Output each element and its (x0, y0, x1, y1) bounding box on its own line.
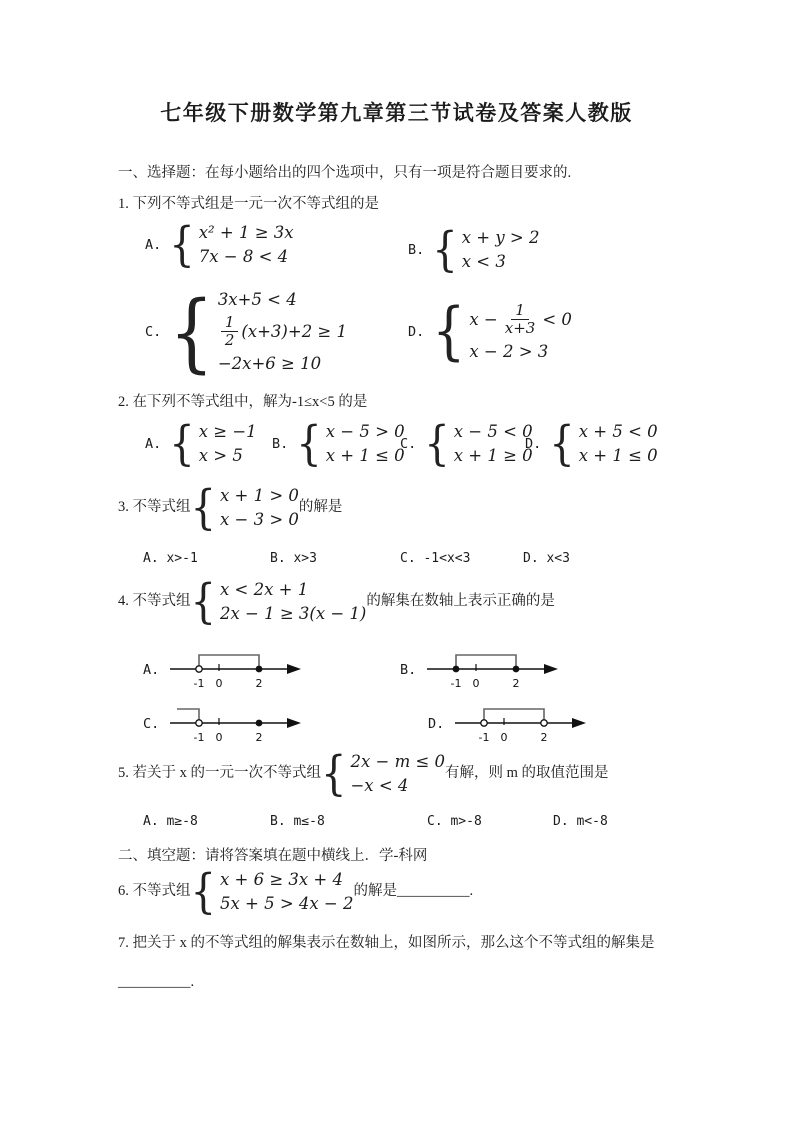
math-line: x − 5 < 0 (453, 422, 533, 441)
q4-stem-post: 的解集在数轴上表示正确的是 (366, 593, 555, 610)
left-brace-glyph: { (321, 746, 347, 802)
q2-option-b-system (296, 416, 405, 472)
q1-option-a-system (169, 217, 294, 273)
q5-stem-pre: 5. 若关于 x 的一元一次不等式组 (118, 765, 321, 782)
numberline-a (167, 648, 303, 692)
q1-option-a-label: A. (145, 237, 162, 253)
tick-label: -1 (193, 731, 205, 744)
q4-axis-c (143, 702, 303, 746)
q2-option-b (272, 416, 405, 472)
q7-text: 7. 把关于 x 的不等式组的解集表示在数轴上，如图所示，那么这个不等式组的解集是 (118, 935, 655, 951)
q6-stem-post: 的解是 (353, 883, 397, 900)
q2-option-b-label: B. (272, 436, 289, 452)
section-1-heading: 一、选择题：在每小题给出的四个选项中，只有一项是符合题目要求的. (118, 165, 572, 181)
fraction-numerator: 1 (511, 302, 529, 320)
q4-system (190, 574, 367, 630)
math-line: (x+3)+2 ≥ 1 (241, 321, 347, 341)
tick-label: 2 (512, 677, 520, 690)
tick-label: 0 (215, 731, 223, 744)
q2-option-d-system (549, 416, 658, 472)
left-brace-glyph: { (296, 416, 322, 472)
q4-axis-b-label: B. (400, 662, 417, 678)
q7-answer-blank: __________. (118, 974, 195, 990)
left-brace-glyph: { (432, 295, 466, 368)
q1-stem: 1. 下列不等式组是一元一次不等式组的是 (118, 196, 379, 212)
left-brace-glyph: { (190, 864, 216, 920)
tick-label: -1 (450, 677, 462, 690)
q3-stem-pre: 3. 不等式组 (118, 499, 191, 516)
q1-option-c-system (169, 281, 347, 382)
numberline-b (424, 648, 560, 692)
q4-axis-b (400, 648, 560, 692)
math-line: 2x − 1 ≥ 3(x − 1) (219, 604, 367, 623)
q1-option-c-label: C. (145, 323, 162, 340)
tick-label: 0 (472, 677, 480, 690)
tick-label: 0 (500, 731, 508, 744)
q5-option-d: D. m<-8 (553, 814, 608, 829)
fraction-denominator: 2 (224, 331, 235, 350)
q1-option-b-system (432, 222, 540, 278)
q1-option-b (408, 222, 540, 278)
fraction (501, 302, 540, 338)
math-line: x + 1 ≥ 0 (453, 446, 533, 465)
fraction (221, 314, 239, 350)
math-line: < 0 (542, 309, 572, 329)
q6-stem-pre: 6. 不等式组 (118, 883, 191, 900)
math-line: 7x − 8 < 4 (198, 247, 289, 266)
math-line: x − (469, 309, 498, 329)
left-brace-glyph: { (190, 480, 216, 536)
q3-option-b: B. x>3 (270, 551, 317, 566)
math-line: −x < 4 (350, 776, 409, 795)
q2-option-a-system (169, 416, 257, 472)
q4-stem (118, 574, 555, 630)
math-line-fraction (469, 300, 572, 340)
q6-stem (118, 864, 474, 920)
tick-label: 2 (255, 731, 263, 744)
q5-stem-post: 有解，则 m 的取值范围是 (445, 765, 609, 782)
math-line: 3x+5 < 4 (217, 290, 297, 309)
math-line: x − 3 > 0 (219, 510, 299, 529)
q4-axis-d-label: D. (428, 716, 445, 732)
q4-axis-d (428, 702, 588, 746)
q3-option-a: A. x>-1 (143, 551, 198, 566)
q3-option-c: C. -1<x<3 (400, 551, 471, 566)
left-brace-glyph: { (169, 217, 195, 273)
tick-label: 2 (540, 731, 548, 744)
left-brace-glyph: { (169, 416, 195, 472)
q2-option-a-label: A. (145, 436, 162, 452)
math-line-fraction (218, 312, 347, 352)
q3-option-d: D. x<3 (523, 551, 570, 566)
math-line: −2x+6 ≥ 10 (217, 353, 322, 373)
q1-option-c (145, 281, 347, 382)
q1-option-d-system (432, 295, 572, 368)
numberline-c (167, 702, 303, 746)
q5-option-a: A. m≥-8 (143, 814, 198, 829)
q5-stem (118, 746, 609, 802)
fraction-denominator: x+3 (504, 319, 536, 338)
q3-stem-post: 的解是 (298, 499, 343, 516)
q3-stem (118, 480, 343, 536)
q1-option-d-label: D. (408, 323, 425, 340)
q5-system (321, 746, 446, 802)
q1-option-a (145, 217, 294, 273)
math-line: x + 1 ≤ 0 (578, 446, 658, 465)
q3-system (190, 480, 299, 536)
q6-system (190, 864, 354, 920)
q4-axis-c-label: C. (143, 716, 160, 732)
math-line: x + 1 > 0 (219, 486, 299, 505)
tick-label: -1 (478, 731, 490, 744)
q5-option-c: C. m>-8 (427, 814, 482, 829)
tick-label: 0 (215, 677, 223, 690)
math-line: x ≥ −1 (198, 422, 257, 441)
math-line: x + 5 < 0 (578, 422, 658, 441)
fraction-numerator: 1 (221, 314, 239, 332)
left-brace-glyph: { (424, 416, 450, 472)
q4-axis-a-label: A. (143, 662, 160, 678)
math-line: x + 1 ≤ 0 (325, 446, 405, 465)
math-line: x < 2x + 1 (219, 580, 309, 599)
q2-option-c (400, 416, 533, 472)
q6-answer-blank: __________. (397, 883, 474, 900)
q2-option-d-label: D. (525, 436, 542, 452)
left-brace-glyph: { (169, 281, 214, 382)
q2-stem: 2. 在下列不等式组中，解为-1≤x<5 的是 (118, 394, 368, 410)
math-line: x + 6 ≥ 3x + 4 (219, 870, 344, 889)
q2-option-c-label: C. (400, 436, 417, 452)
left-brace-glyph: { (549, 416, 575, 472)
math-line: 2x − m ≤ 0 (350, 752, 446, 771)
math-line: x² + 1 ≥ 3x (198, 223, 294, 242)
tick-label: -1 (193, 677, 205, 690)
math-line: x < 3 (461, 252, 506, 271)
q1-option-d (408, 295, 572, 368)
q4-axis-a (143, 648, 303, 692)
q5-option-b: B. m≤-8 (270, 814, 325, 829)
math-line: x − 5 > 0 (325, 422, 405, 441)
page-title: 七年级下册数学第九章第三节试卷及答案人教版 (160, 101, 633, 125)
numberline-d (452, 702, 588, 746)
q2-option-d (525, 416, 658, 472)
q2-option-a (145, 416, 257, 472)
left-brace-glyph: { (190, 574, 216, 630)
math-line: x + y > 2 (461, 228, 540, 247)
q2-option-c-system (424, 416, 533, 472)
math-line: x − 2 > 3 (469, 341, 549, 361)
math-line: x > 5 (198, 446, 243, 465)
q4-stem-pre: 4. 不等式组 (118, 593, 191, 610)
section-2-heading: 二、填空题：请将答案填在题中横线上．学-科网 (118, 848, 428, 864)
q1-option-b-label: B. (408, 242, 425, 258)
left-brace-glyph: { (432, 222, 458, 278)
math-line: 5x + 5 > 4x − 2 (219, 894, 354, 913)
tick-label: 2 (255, 677, 263, 690)
